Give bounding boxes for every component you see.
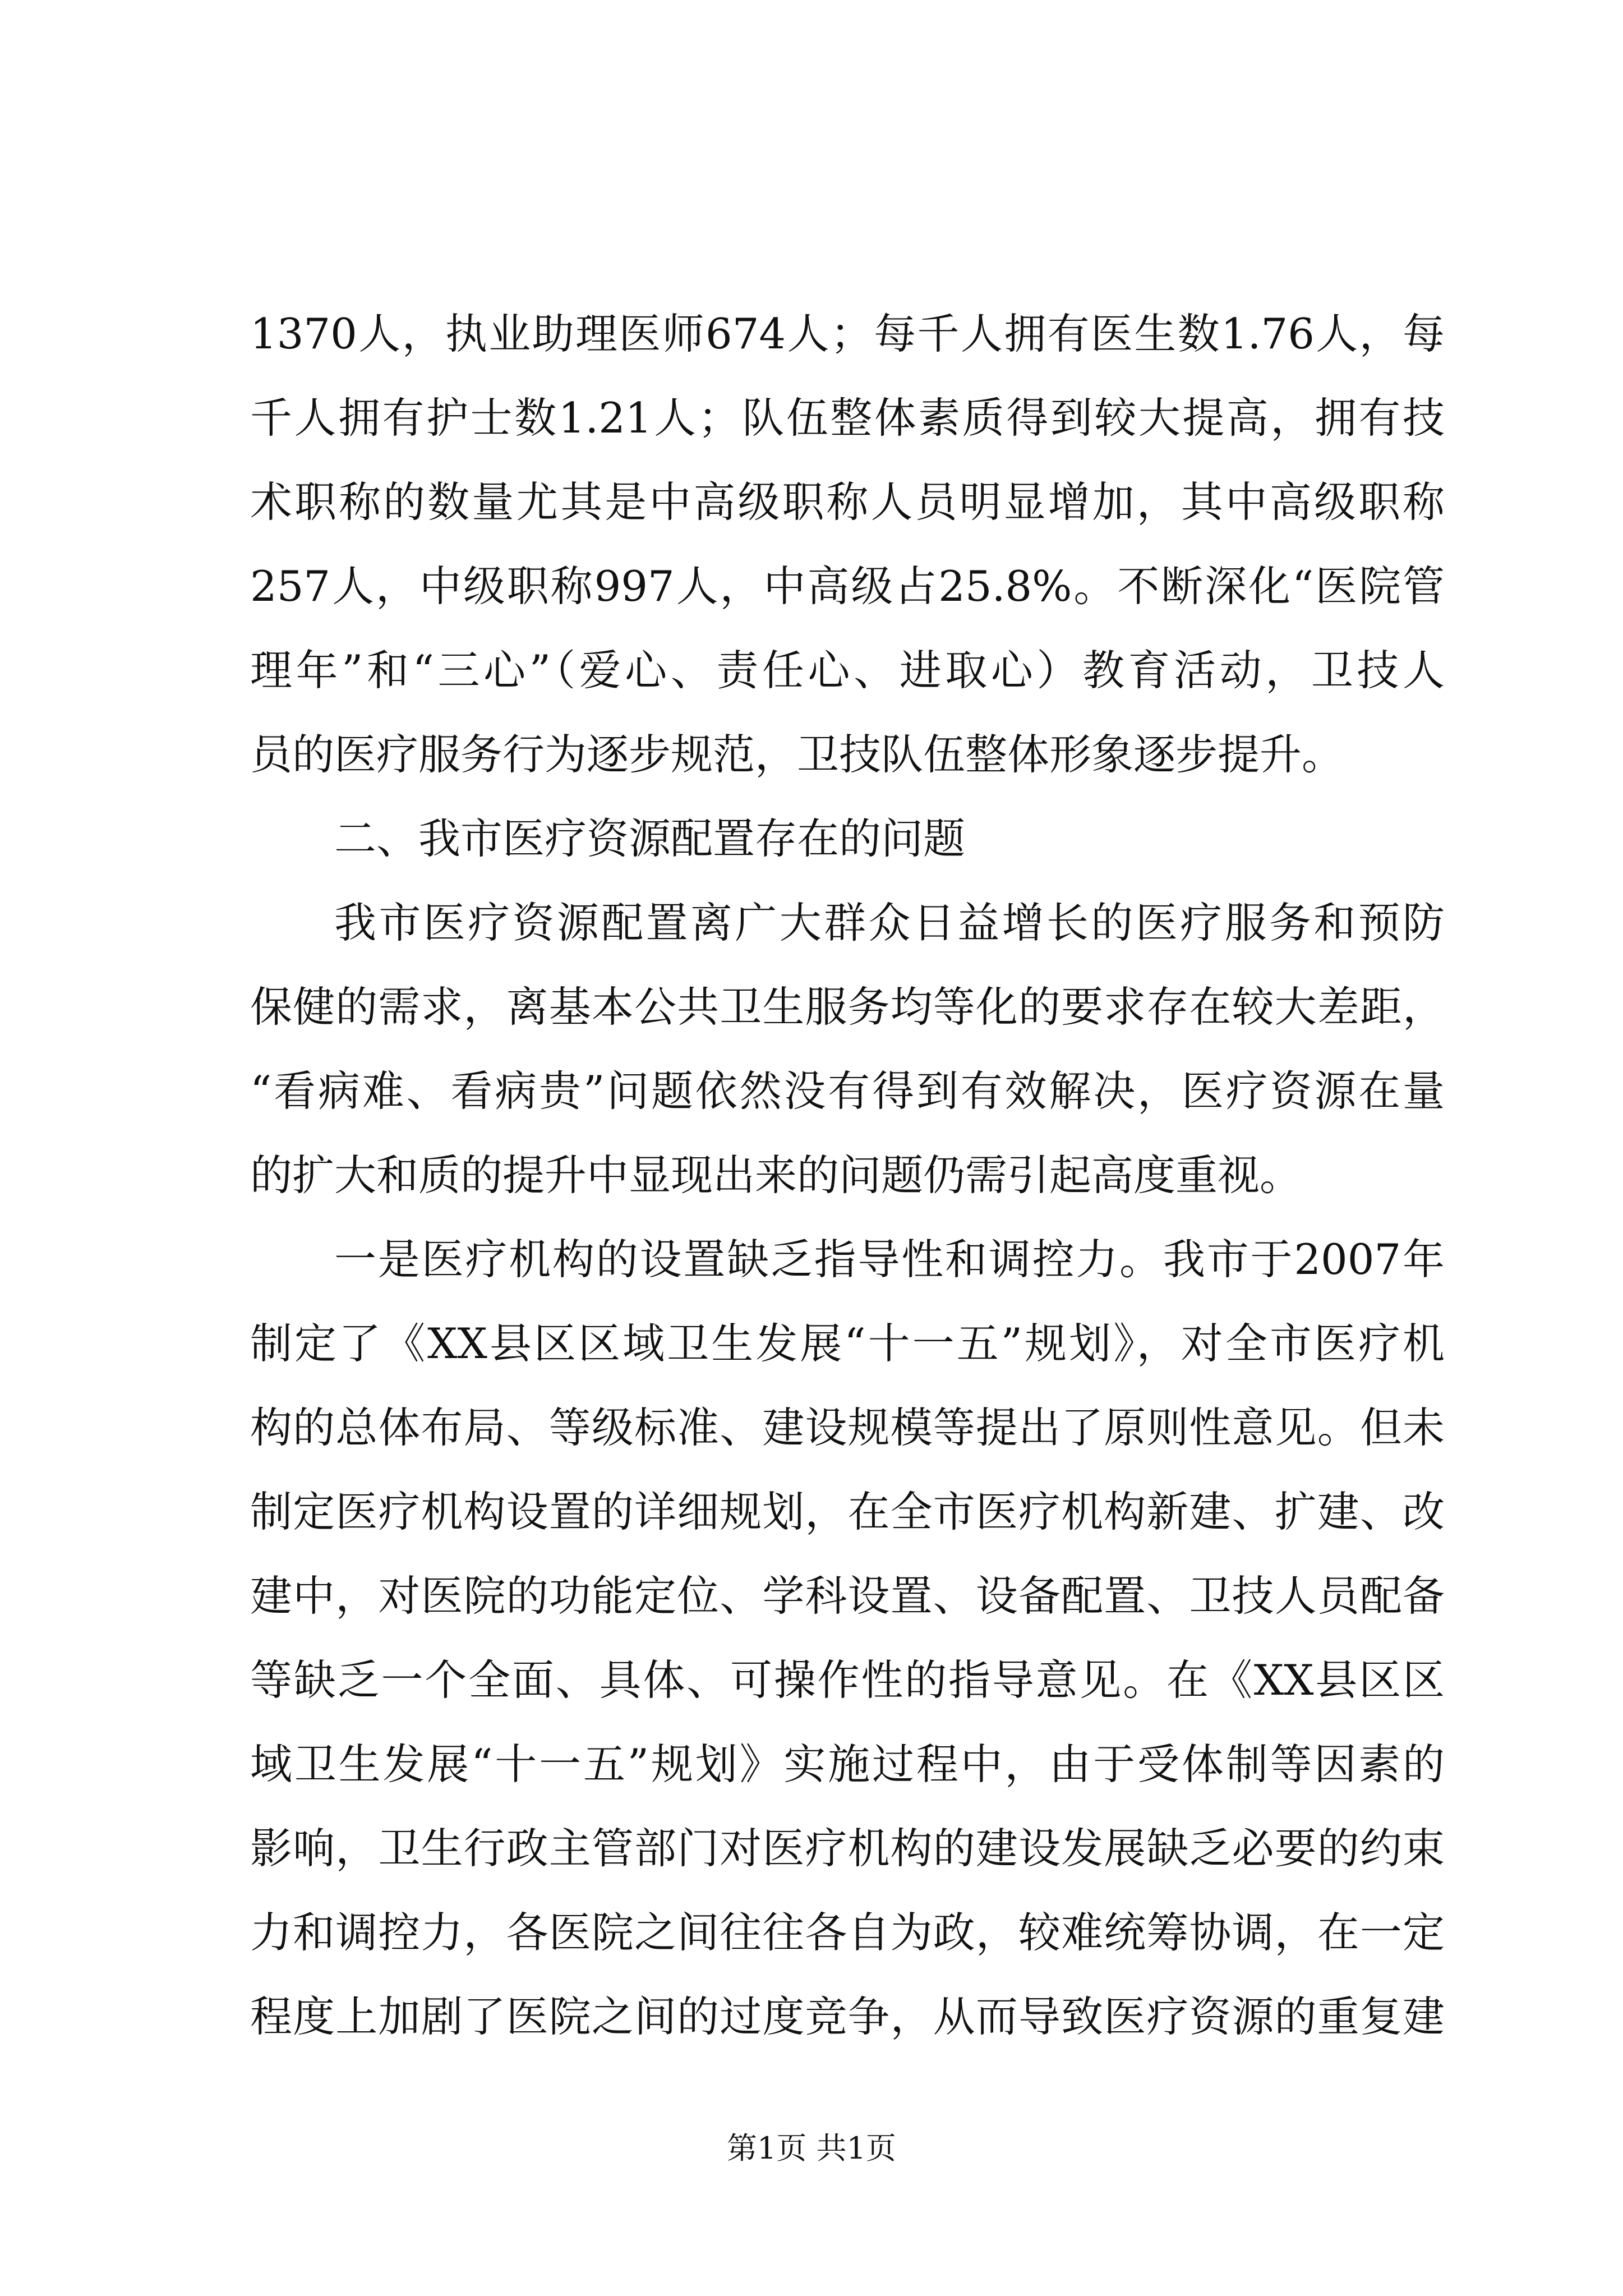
body-line: 257人，中级职称997人，中高级占25.8%。不断深化“医院管 xyxy=(250,562,1445,611)
body-line: 构的总体布局、等级标准、建设规模等提出了原则性意见。但未 xyxy=(250,1403,1445,1452)
body-line: 保健的需求，离基本公共卫生服务均等化的要求存在较大差距， xyxy=(250,982,1445,1032)
section-heading: 二、我市医疗资源配置存在的问题 xyxy=(334,814,966,863)
body-line: 1370人，执业助理医师674人；每千人拥有医生数1.76人，每 xyxy=(250,309,1445,358)
body-line: 影响，卫生行政主管部门对医疗机构的建设发展缺乏必要的约束 xyxy=(250,1824,1445,1873)
body-line: 一是医疗机构的设置缺乏指导性和调控力。我市于2007年 xyxy=(334,1235,1445,1284)
body-line: 制定医疗机构设置的详细规划，在全市医疗机构新建、扩建、改 xyxy=(250,1487,1445,1536)
body-line: 员的医疗服务行为逐步规范，卫技队伍整体形象逐步提升。 xyxy=(250,730,1344,779)
body-line: 等缺乏一个全面、具体、可操作性的指导意见。在《XX县区区 xyxy=(250,1655,1445,1705)
body-line: 域卫生发展“十一五”规划》实施过程中，由于受体制等因素的 xyxy=(250,1740,1445,1789)
body-line: 程度上加剧了医院之间的过度竞争，从而导致医疗资源的重复建 xyxy=(250,1992,1445,2041)
body-line: 术职称的数量尤其是中高级职称人员明显增加，其中高级职称 xyxy=(250,477,1445,527)
body-line: “看病难、看病贵”问题依然没有得到有效解决，医疗资源在量 xyxy=(250,1066,1445,1116)
body-line: 建中，对医院的功能定位、学科设置、设备配置、卫技人员配备 xyxy=(250,1571,1445,1621)
body-line: 的扩大和质的提升中显现出来的问题仍需引起高度重视。 xyxy=(250,1151,1302,1200)
body-line: 我市医疗资源配置离广大群众日益增长的医疗服务和预防 xyxy=(334,898,1445,947)
body-line: 理年”和“三心”（爱心、责任心、进取心）教育活动，卫技人 xyxy=(250,646,1445,695)
page-footer: 第1页 共1页 xyxy=(727,2131,896,2166)
body-line: 制定了《XX县区区域卫生发展“十一五”规划》，对全市医疗机 xyxy=(250,1319,1445,1368)
body-line: 力和调控力，各医院之间往往各自为政，较难统筹协调，在一定 xyxy=(250,1908,1445,1957)
body-line: 千人拥有护士数1.21人；队伍整体素质得到较大提高，拥有技 xyxy=(250,393,1445,443)
